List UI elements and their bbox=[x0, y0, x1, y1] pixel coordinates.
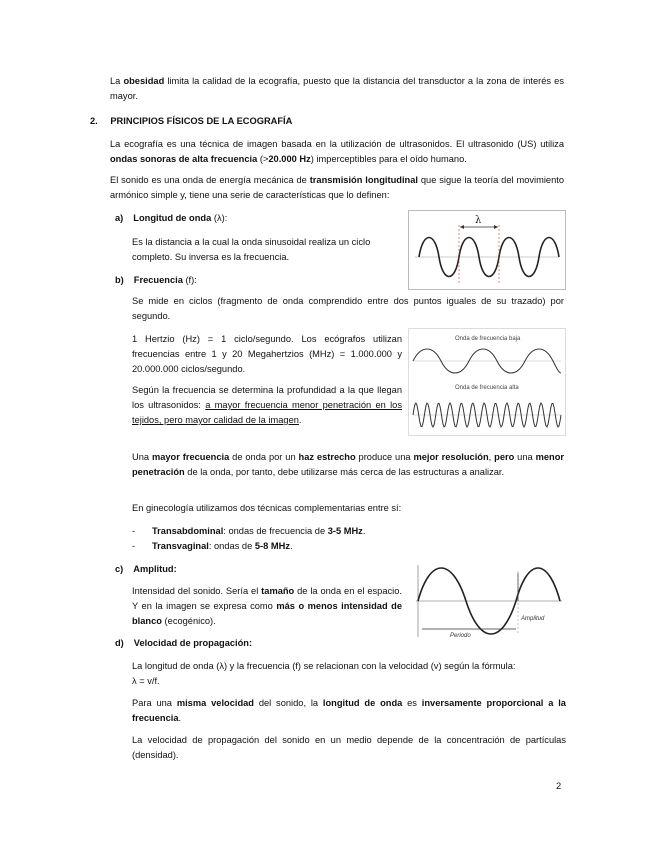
subheading-amplitud: c) Amplitud: bbox=[115, 564, 177, 574]
section-number: 2. bbox=[90, 116, 98, 126]
subheading-velocidad: d) Velocidad de propagación: bbox=[115, 638, 253, 648]
paragraph-velocidad-densidad: La velocidad de propagación del sonido en un medio depende de la concentración de partículas (densidad). bbox=[132, 735, 566, 760]
paragraph-ecografia: La ecografía es una técnica de imagen basada en la utilización de ultrasonidos. El ultrasonido (US) utiliza ondas sonoras de alta frecuencia (>20.000 Hz) imperceptibles para el oído humano. bbox=[110, 139, 564, 164]
frequency-figure bbox=[408, 328, 566, 436]
high-frequency-label: Onda de frecuencia alta bbox=[455, 385, 519, 391]
paragraph-hertzio: 1 Hertzio (Hz) = 1 ciclo/segundo. Los ecógrafos utilizan frecuencias entre 1 y 20 Megahertzios (MHz) = 1.000.000 y 20.000.000 ciclos/segundo. bbox=[132, 334, 402, 374]
list-item: - Transvaginal: ondas de 5-8 MHz. bbox=[132, 539, 562, 554]
paragraph-frecuencia-ciclos: Se mide en ciclos (fragmento de onda comprendido entre dos puntos iguales de su trazado) por segundo. bbox=[132, 296, 564, 321]
intro-paragraph: La obesidad limita la calidad de la ecografía, puesto que la distancia del transductor a la zona de interés es mayor. bbox=[110, 76, 564, 101]
paragraph-amplitud: Intensidad del sonido. Sería el tamaño de la onda en el espacio. Y en la imagen se expresa como más o menos intensidad de blanco (ecogénico). bbox=[132, 586, 402, 626]
paragraph-sonido: El sonido es una onda de energía mecánica de transmisión longitudinal que sigue la teoría del movimiento armónico simple y, tiene una serie de características que lo definen: bbox=[110, 175, 564, 200]
amplitude-label: Amplitud bbox=[521, 616, 545, 622]
section-heading bbox=[90, 114, 292, 129]
paragraph-profundidad: Según la frecuencia se determina la profundidad a la que llegan los ultrasonidos: a mayor frecuencia menor penetración en los tejidos, pero mayor calidad de la imagen. bbox=[132, 385, 402, 425]
page-number: 2 bbox=[556, 781, 562, 791]
lambda-label: λ bbox=[475, 215, 482, 226]
list-item: - Transabdominal: ondas de frecuencia de 3-5 MHz. bbox=[132, 524, 562, 539]
paragraph-longitud-onda: Es la distancia a la cual la onda sinusoidal realiza un ciclo completo. Su inversa es la frecuencia. bbox=[132, 237, 371, 262]
amplitude-figure bbox=[410, 563, 566, 639]
paragraph-ginecologia: En ginecología utilizamos dos técnicas complementarias entre sí: bbox=[132, 503, 402, 513]
section-title: PRINCIPIOS FÍSICOS DE LA ECOGRAFÍA bbox=[110, 116, 293, 126]
period-label: Periodo bbox=[450, 633, 471, 639]
paragraph-resolucion: Una mayor frecuencia de onda por un haz estrecho produce una mejor resolución, pero una menor penetración de la onda, por tanto, debe utilizarse más cerca de las estructuras a analizar. bbox=[132, 452, 565, 477]
subheading-longitud-onda: a) Longitud de onda (λ): bbox=[115, 213, 228, 223]
techniques-list bbox=[132, 524, 562, 554]
wavelength-figure bbox=[408, 210, 566, 290]
paragraph-velocidad-proporcional: Para una misma velocidad del sonido, la longitud de onda es inversamente proporcional a la frecuencia. bbox=[132, 698, 566, 723]
paragraph-velocidad-formula: La longitud de onda (λ) y la frecuencia (f) se relacionan con la velocidad (v) según la fórmula: λ = v/f. bbox=[132, 661, 516, 686]
low-frequency-label: Onda de frecuencia baja bbox=[455, 336, 521, 342]
subheading-frecuencia: b) Frecuencia (f): bbox=[115, 275, 197, 285]
